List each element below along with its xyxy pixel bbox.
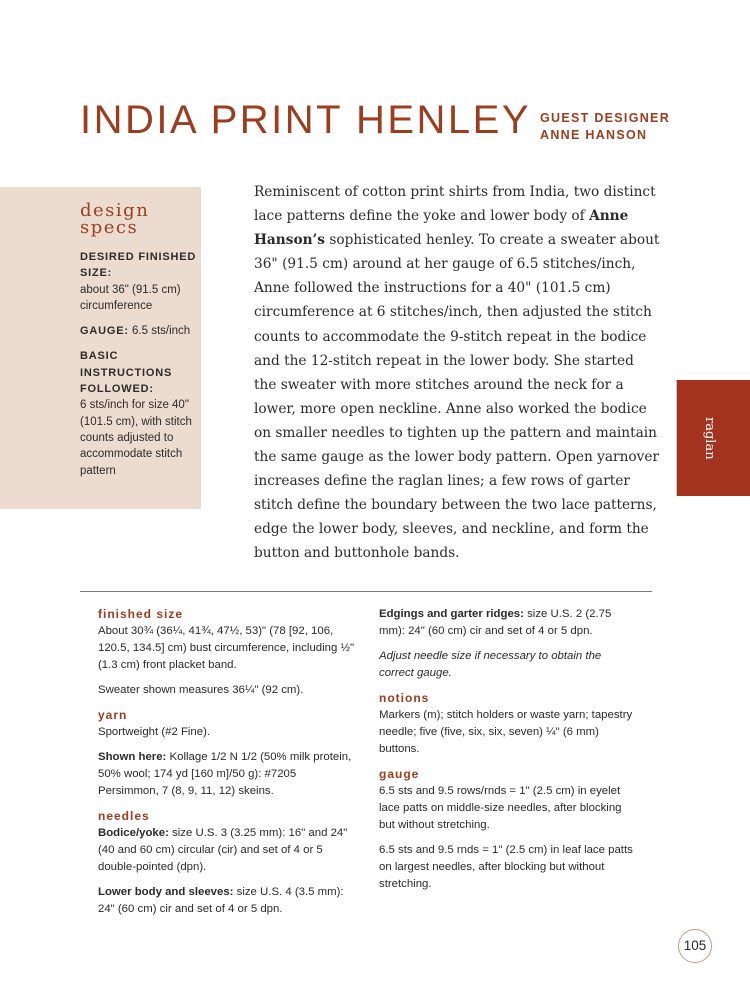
details-column-right: [379, 606, 639, 901]
edgings-needles-value: size U.S. 2 (2.75 mm): 24" (60 cm) cir and set of 4 or 5 dpn.: [379, 608, 612, 637]
gauge-text-eyelet: 6.5 sts and 9.5 rows/rnds = 1" (2.5 cm) in eyelet lace patts on middle-size needles, after blocking but without stretching.: [379, 785, 622, 831]
adjust-needle-note-text: Adjust needle size if necessary to obtain the correct gauge.: [379, 650, 602, 679]
spec-finished-size-value: about 36" (91.5 cm) circumference: [80, 283, 181, 312]
intro-designer-name: Anne Hanson’s: [254, 208, 629, 249]
intro-text-part1: Reminiscent of cotton print shirts from India, two distinct lace patterns define the yoke and lower body of: [254, 184, 656, 225]
spec-basic-instructions: [80, 348, 198, 478]
section-tab-label: raglan: [702, 417, 717, 460]
lower-body-needles-text: [98, 884, 356, 918]
intro-text-part2: sophisticated henley. To create a sweater about 36" (91.5 cm) around at her gauge of 6.5 stitches/inch, Anne followed the instructions for a 40" (101.5 cm) circumference at 6 stitches/inch, then adjusted the stitch counts to accommodate the 9-stitch repeat in the bodice and the 12-stitch repeat in the lower body. She started the sweater with more stitches around the neck for a lower, more open neckline. Anne also worked the bodice on smaller needles to tighten up the pattern and maintain the same gauge as the lower body pattern. Open yarnover increases define the raglan lines; a few rows of garter stitch define the boundary between the two lace patterns, edge the lower body, sleeves, and neckline, and form the button and buttonhole bands.: [254, 232, 660, 562]
gauge-text-leaf: 6.5 sts and 9.5 rnds = 1" (2.5 cm) in leaf lace patts on largest needles, after blocking but without stretching.: [379, 844, 633, 890]
guest-designer-name: ANNE HANSON: [540, 128, 648, 142]
bodice-needles-label: Bodice/yoke:: [98, 827, 169, 839]
lower-body-needles-value: size U.S. 4 (3.5 mm): 24" (60 cm) cir and set of 4 or 5 dpn.: [98, 886, 344, 915]
spec-gauge-label: GAUGE:: [80, 325, 129, 338]
spec-finished-size-label: DESIRED FINISHED SIZE:: [80, 251, 197, 280]
needles-heading: needles: [98, 809, 150, 823]
shown-measures-text: Sweater shown measures 36¼" (92 cm).: [98, 684, 304, 696]
lower-body-needles-label: Lower body and sleeves:: [98, 886, 234, 898]
design-specs-heading-line1: design: [80, 200, 150, 221]
design-specs-heading: [80, 202, 149, 236]
spec-gauge: [80, 323, 198, 339]
bodice-needles-value: size U.S. 3 (3.25 mm): 16" and 24" (40 and 60 cm) circular (cir) and set of 4 or 5 double-pointed (dpn).: [98, 827, 348, 873]
spec-basic-label: BASIC INSTRUCTIONS FOLLOWED:: [80, 350, 173, 396]
notions-text: Markers (m); stitch holders or waste yarn; tapestry needle; five (five, six, six, seven) ¼" (6 mm) buttons.: [379, 709, 633, 755]
guest-designer-label: GUEST DESIGNER: [540, 111, 671, 125]
adjust-needle-note: [379, 648, 639, 682]
design-specs-body: [80, 249, 198, 488]
bodice-needles-text: [98, 825, 356, 876]
page-title: INDIA PRINT HENLEY: [80, 98, 532, 142]
edgings-needles-text: [379, 606, 639, 640]
guest-designer-credit: [540, 110, 670, 144]
spec-finished-size: [80, 249, 198, 314]
notions-heading: notions: [379, 691, 430, 705]
spec-basic-value: 6 sts/inch for size 40" (101.5 cm), with stitch counts adjusted to accommodate stitch pattern: [80, 399, 192, 477]
edgings-needles-label: Edgings and garter ridges:: [379, 608, 524, 620]
page-number: 105: [678, 929, 712, 963]
shown-here-value: Kollage 1/2 N 1/2 (50% milk protein, 50% wool; 174 yd [160 m]/50 g): #7205 Persimmon, 7 (8, 9, 11, 12) skeins.: [98, 751, 352, 797]
shown-here-label: Shown here:: [98, 751, 167, 763]
finished-size-text: About 30¾ (36¼, 41¾, 47½, 53)" (78 [92, 106, 120.5, 134.5] cm) bust circumference, including ½" (1.3 cm) front placket band.: [98, 625, 355, 671]
yarn-heading: yarn: [98, 708, 128, 722]
gauge-heading: gauge: [379, 767, 420, 781]
section-divider: [80, 591, 652, 592]
design-specs-heading-line2: specs: [80, 217, 139, 238]
details-column-left: [98, 606, 356, 926]
yarn-weight-text: Sportweight (#2 Fine).: [98, 726, 211, 738]
intro-paragraph: [254, 180, 660, 566]
shown-here-text: [98, 749, 356, 800]
finished-size-heading: finished size: [98, 607, 184, 621]
spec-gauge-value: 6.5 sts/inch: [132, 325, 191, 338]
